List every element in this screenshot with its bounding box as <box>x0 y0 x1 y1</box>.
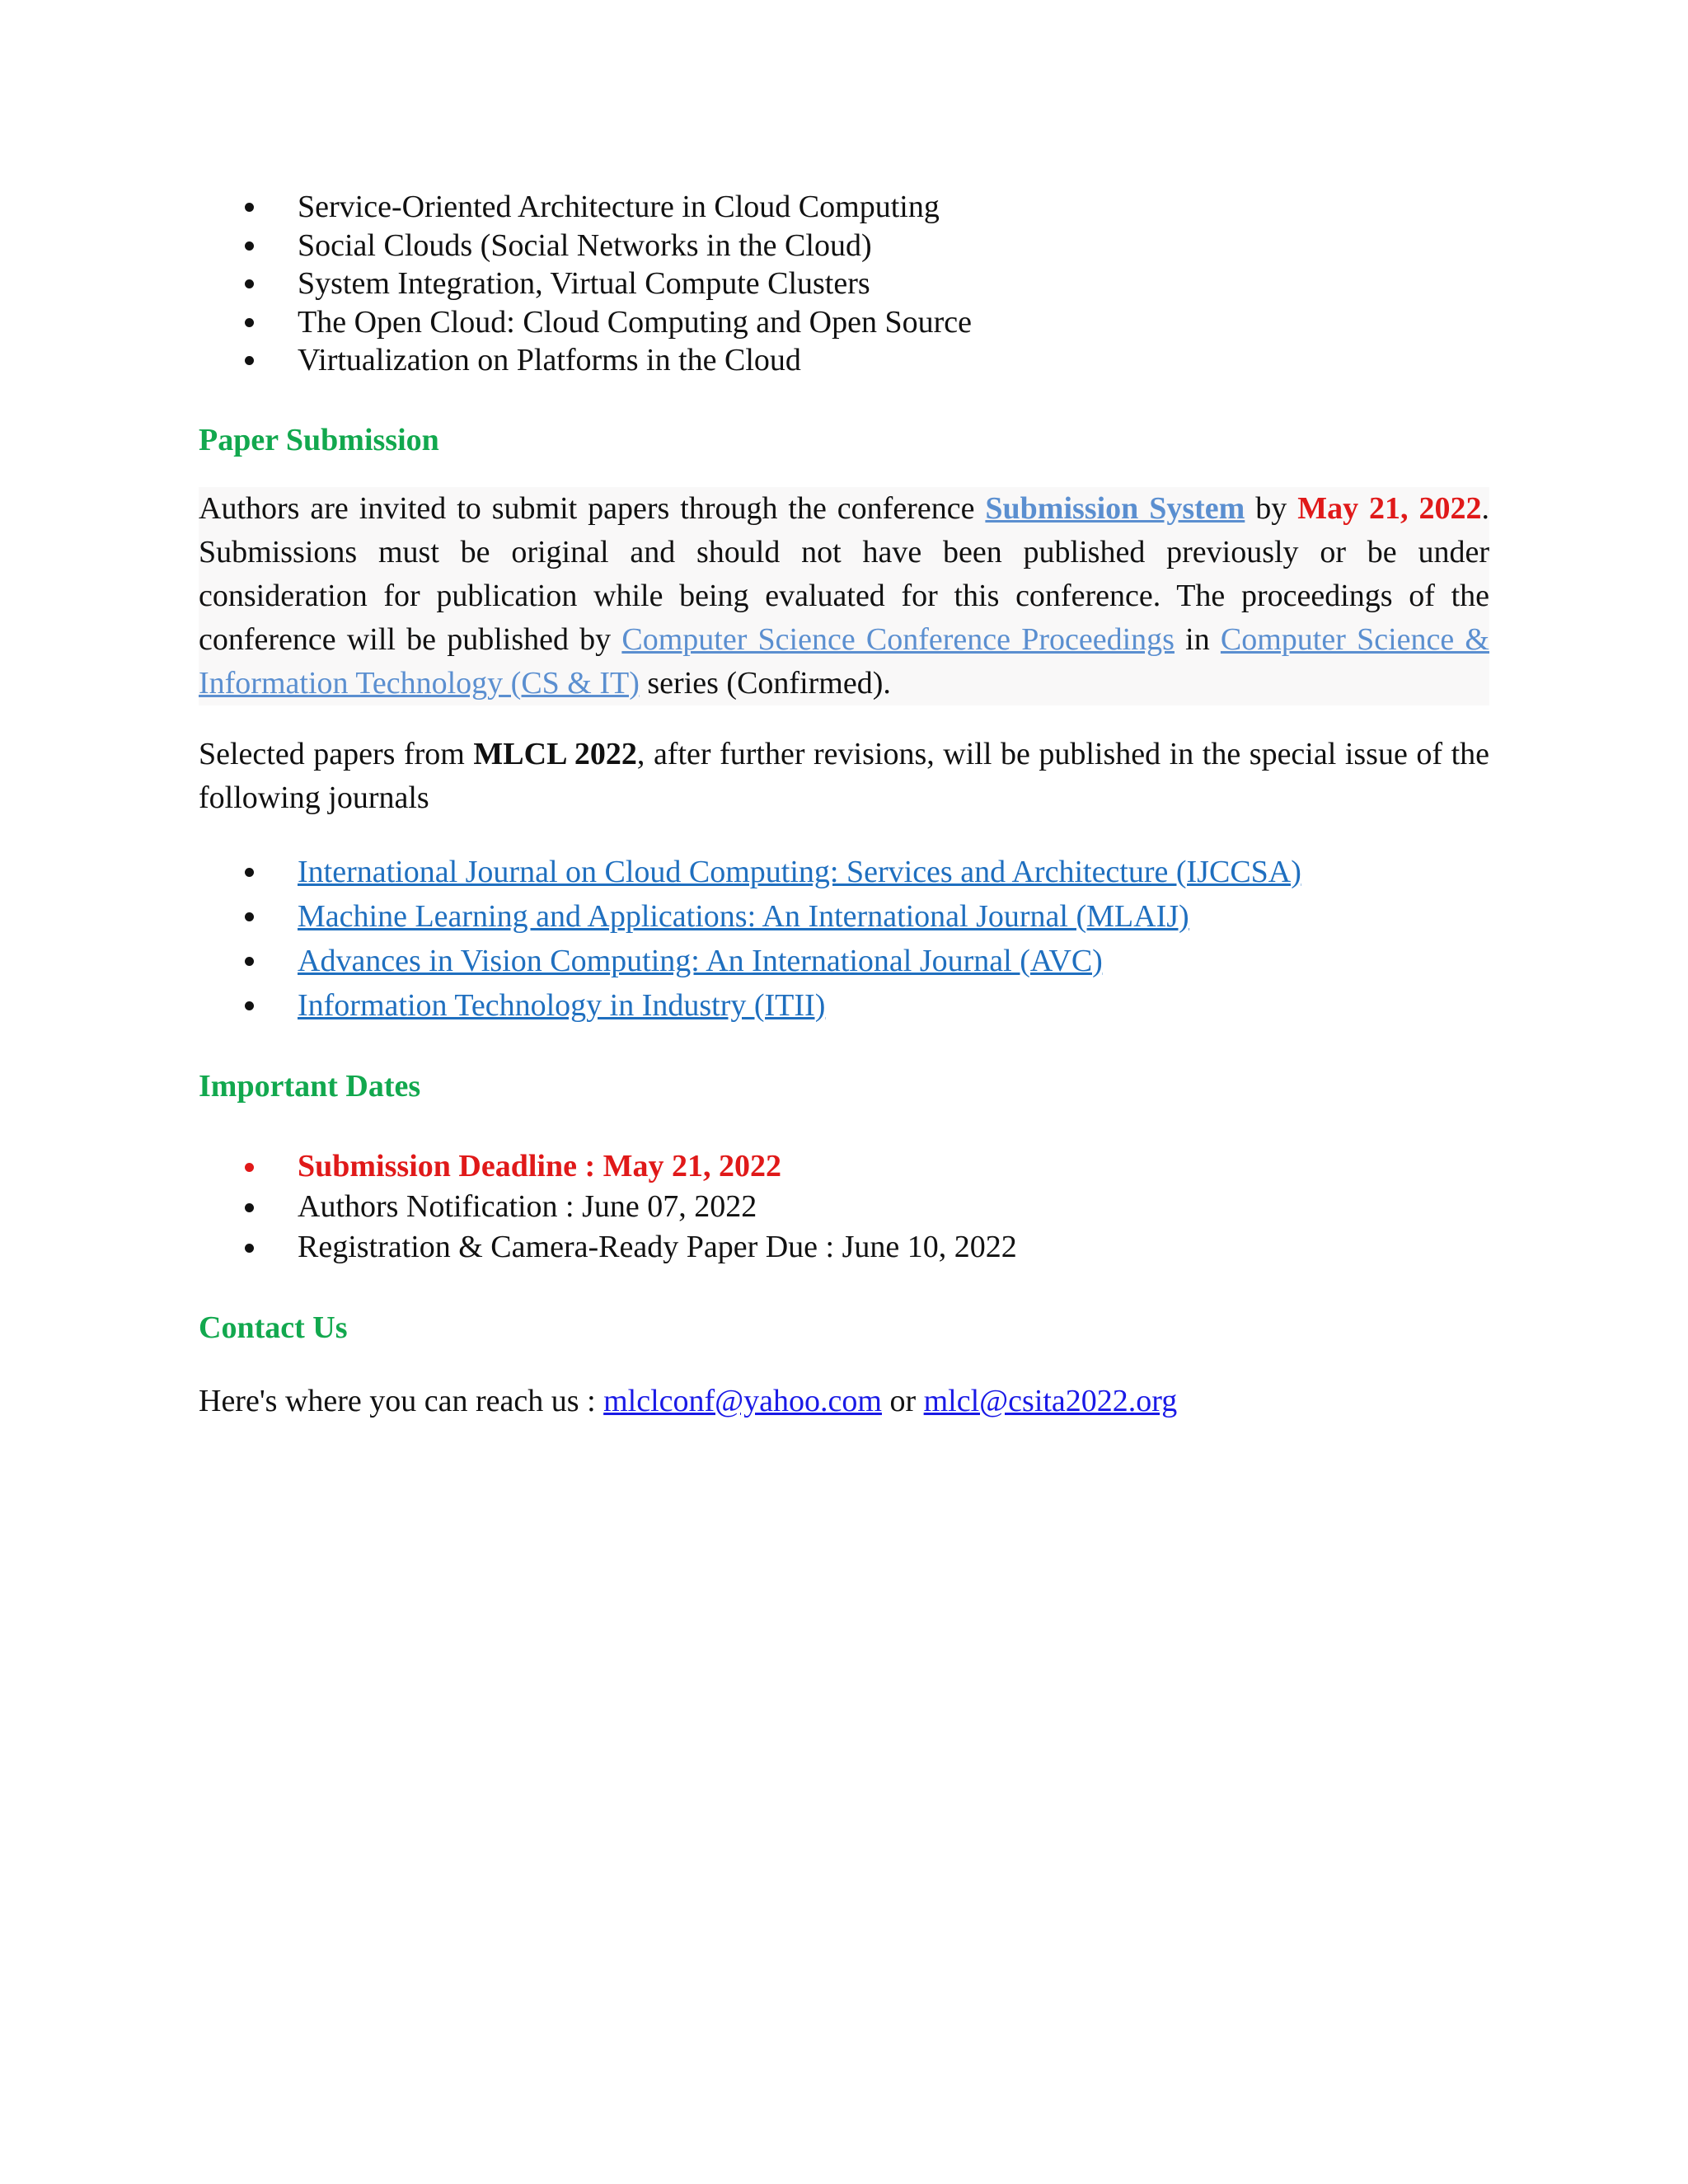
bullet-icon <box>245 1001 254 1010</box>
bullet-icon <box>245 1244 254 1253</box>
bullet-icon <box>245 868 254 877</box>
list-item: Service-Oriented Architecture in Cloud Computing <box>199 188 1489 227</box>
list-item <box>199 939 1489 983</box>
list-item: System Integration, Virtual Compute Clusters <box>199 265 1489 303</box>
proceedings-link[interactable]: Computer Science Conference Proceedings <box>621 621 1175 657</box>
bullet-icon <box>245 203 254 212</box>
topics-list <box>199 188 1489 380</box>
email-link-csita[interactable]: mlcl@csita2022.org <box>923 1383 1178 1418</box>
submission-system-link[interactable]: Submission System <box>985 490 1245 526</box>
list-item: Submission Deadline : May 21, 2022 <box>199 1146 1489 1187</box>
bullet-icon <box>245 1203 254 1212</box>
bullet-icon <box>245 356 254 365</box>
journals-list <box>199 850 1489 1028</box>
journal-link-mlaij[interactable]: Machine Learning and Applications: An International Journal (MLAIJ) <box>298 898 1189 934</box>
bullet-icon <box>245 241 254 251</box>
submission-paragraph: Authors are invited to submit papers through the conference Submission System by May 21, 2022. Submissions must be original and should not have been published previously or be under consideration for publication while being evaluated for this conference. The proceedings of the conference will be published by Computer Science Conference Proceedings in Computer Science & Information Technology (CS & IT) series (Confirmed). <box>199 487 1489 705</box>
list-item: The Open Cloud: Cloud Computing and Open Source <box>199 303 1489 342</box>
dates-list <box>199 1146 1489 1268</box>
document-content <box>199 188 1489 1423</box>
deadline-date: May 21, 2022 <box>1297 490 1482 526</box>
bullet-icon <box>245 318 254 327</box>
important-dates-heading: Important Dates <box>199 1068 421 1104</box>
journal-link-itii[interactable]: Information Technology in Industry (ITII) <box>298 987 826 1023</box>
email-link-yahoo[interactable]: mlclconf@yahoo.com <box>603 1383 882 1418</box>
list-item: Registration & Camera-Ready Paper Due : June 10, 2022 <box>199 1227 1489 1268</box>
series-link[interactable]: Computer Science & Information Technology (CS & IT) <box>199 621 1489 701</box>
conference-name: MLCL 2022 <box>473 736 637 771</box>
list-item <box>199 850 1489 894</box>
bullet-icon <box>245 1163 254 1172</box>
list-item <box>199 894 1489 939</box>
list-item: Virtualization on Platforms in the Cloud <box>199 341 1489 380</box>
paper-submission-heading: Paper Submission <box>199 422 439 457</box>
contact-us-heading: Contact Us <box>199 1310 348 1345</box>
bullet-icon <box>245 279 254 288</box>
journal-link-ijccsa[interactable]: International Journal on Cloud Computing: Services and Architecture (IJCCSA) <box>298 854 1301 889</box>
list-item: Social Clouds (Social Networks in the Cloud) <box>199 227 1489 265</box>
list-item <box>199 983 1489 1028</box>
bullet-icon <box>245 912 254 921</box>
contact-paragraph: Here's where you can reach us : mlclconf@yahoo.com or mlcl@csita2022.org <box>199 1383 1178 1418</box>
selected-papers-paragraph: Selected papers from MLCL 2022, after further revisions, will be published in the special issue of the following journals <box>199 736 1490 815</box>
bullet-icon <box>245 957 254 966</box>
list-item: Authors Notification : June 07, 2022 <box>199 1187 1489 1227</box>
journal-link-avc[interactable]: Advances in Vision Computing: An International Journal (AVC) <box>298 943 1103 978</box>
